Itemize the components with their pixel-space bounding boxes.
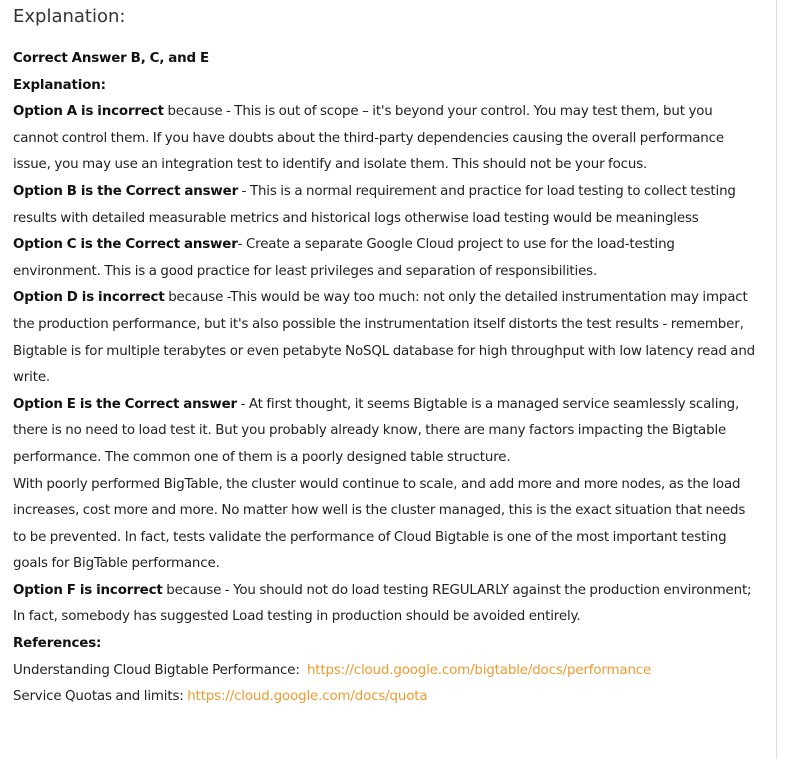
option-e-label: Option E is the Correct answer — [13, 396, 237, 412]
option-c-paragraph — [13, 232, 758, 285]
option-e-text: - At first thought, it seems Bigtable is a managed service seamlessly scaling, there is no need to load test it. But you probably already know, there are many factors impacting the Bigtable performance. The common one of them is a poorly designed table structure. — [13, 396, 740, 465]
references-label: References: — [13, 636, 102, 652]
reference-performance-link[interactable]: https://cloud.google.com/bigtable/docs/performance — [306, 662, 652, 678]
bigtable-paragraph: With poorly performed BigTable, the cluster would continue to scale, and add more and more nodes, as the load increases, cost more and more. No matter how well is the cluster managed, this is the exact situation that needs to be prevented. In fact, tests validate the performance of Cloud Bigtable is one of the most important testing goals for BigTable performance. — [13, 476, 746, 572]
option-a-label: Option A is incorrect — [13, 104, 164, 120]
option-f-text: because - You should not do load testing REGULARLY against the production environment; In fact, somebody has suggested Load testing in production should be avoided entirely. — [13, 582, 752, 625]
option-a-text: because - This is out of scope – it's beyond your control. You may test them, but you cannot control them. If you have doubts about the third-party dependencies causing the overall performance issue, you may use an integration test to identify and isolate them. This should not be your focus. — [13, 104, 724, 173]
reference-quota — [13, 684, 758, 711]
references-label-line — [13, 631, 758, 658]
reference-performance-label: Understanding Cloud Bigtable Performance: — [13, 662, 307, 678]
reference-quota-link[interactable]: https://cloud.google.com/docs/quota — [187, 689, 428, 705]
option-d-paragraph — [13, 285, 758, 391]
option-c-text: - Create a separate Google Cloud project to use for the load-testing environment. This is a good practice for least privileges and separation of responsibilities. — [13, 237, 675, 279]
option-e-paragraph — [13, 392, 758, 472]
section-heading: Explanation: — [13, 6, 126, 27]
option-d-text: because -This would be way too much: not only the detailed instrumentation may impact the production performance, but it's also possible the instrumentation itself distorts the test results - remember, Bigtable is for multiple terabytes or even petabyte NoSQL database for high throughput with low latency read and write. — [13, 290, 756, 386]
option-f-label: Option F is incorrect — [13, 582, 163, 598]
explanation-panel — [13, 0, 758, 711]
option-a-paragraph — [13, 99, 758, 179]
correct-answer-line — [13, 46, 758, 73]
explanation-label: Explanation: — [13, 77, 106, 93]
correct-answer: Correct Answer B, C, and E — [13, 51, 209, 66]
option-f-paragraph — [13, 578, 758, 631]
reference-quota-label: Service Quotas and limits: — [13, 689, 188, 705]
option-b-label: Option B is the Correct answer — [13, 183, 239, 199]
option-b-paragraph — [13, 179, 758, 232]
right-divider — [776, 0, 777, 759]
option-b-text: - This is a normal requirement and practice for load testing to collect testing results with detailed measurable metrics and historical logs otherwise load testing would be meaningless — [13, 183, 736, 226]
explanation-label-line — [13, 73, 758, 100]
option-d-label: Option D is incorrect — [13, 290, 165, 306]
option-c-label: Option C is the Correct answer — [13, 237, 238, 253]
reference-performance — [13, 658, 758, 685]
explanation-body — [13, 46, 758, 711]
